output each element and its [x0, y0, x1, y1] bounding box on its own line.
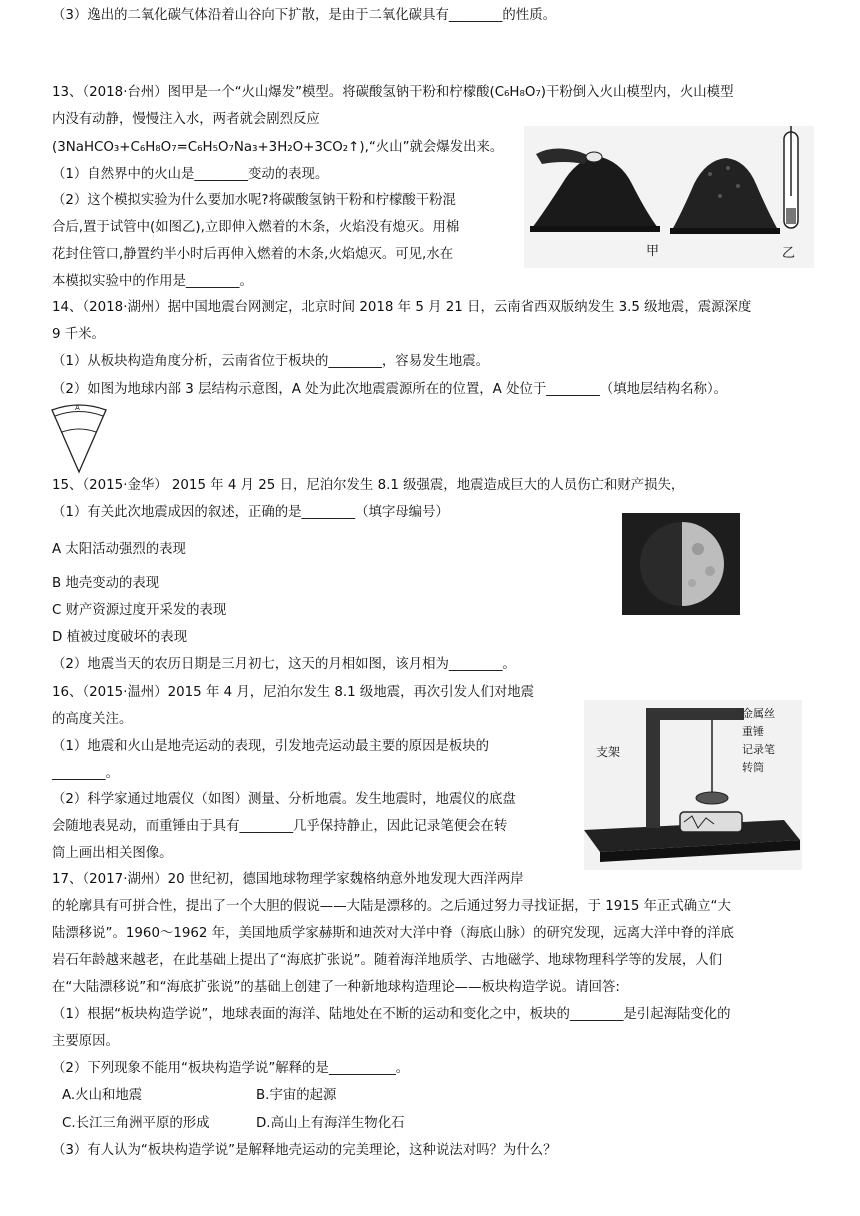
text-line: 在“大陆漂移说”和“海底扩张说”的基础上创建了一种新地球构造理论——板块构造学说。请回答:	[52, 980, 620, 995]
option-d: D 植被过度破坏的表现	[52, 630, 188, 645]
label-wire: 金属丝	[742, 707, 775, 720]
figure-label-a: A	[75, 404, 80, 412]
text-line: 9 千米。	[52, 327, 105, 342]
question-17-title: 17、（2017·湖州）20 世纪初，德国地球物理学家魏格纳意外地发现大西洋两岸	[52, 872, 524, 887]
reaction-equation: (3NaHCO₃+C₆H₈O₇=C₆H₅O₇Na₃+3H₂O+3CO₂↑),“火山”就会爆发出来。	[52, 140, 504, 155]
figure-label-jia: 甲	[646, 244, 660, 259]
text-line: 主要原因。	[52, 1034, 119, 1049]
label-weight: 重锤	[742, 725, 764, 738]
text-line: 岩石年龄越来越老，在此基础上提出了“海底扩张说”。随着海洋地质学、古地磁学、地球物理科学等的发展，人们	[52, 953, 723, 968]
option-b: B 地壳变动的表现	[52, 576, 160, 591]
text-line: （1）有关此次地震成因的叙述，正确的是________（填字母编号）	[52, 505, 449, 520]
text-line: （3）有人认为“板块构造学说”是解释地壳运动的完美理论，这种说法对吗？为什么？	[52, 1143, 557, 1158]
text-line: （3）逸出的二氧化碳气体沿着山谷向下扩散，是由于二氧化碳具有________的性质。	[52, 8, 556, 23]
moon-phase-figure	[622, 513, 740, 615]
volcano-model-figure	[524, 126, 814, 268]
option-c: C 财产资源过度开采发的表现	[52, 603, 227, 618]
text-line: 筒上画出相关图像。	[52, 846, 173, 861]
text-line: （2）如图为地球内部 3 层结构示意图，A 处为此次地震震源所在的位置，A 处位于________（填地层结构名称）。	[52, 382, 728, 397]
text-line: （2）这个模拟实验为什么要加水呢?将碳酸氢钠干粉和柠檬酸干粉混	[52, 193, 456, 208]
text-line: （2）地震当天的农历日期是三月初七，这天的月相如图，该月相为________。	[52, 657, 516, 672]
text-line: （1）自然界中的火山是________变动的表现。	[52, 167, 329, 182]
label-stand: 支架	[596, 745, 621, 759]
option-d: D.高山上有海洋生物化石	[256, 1116, 405, 1131]
text-line: 的高度关注。	[52, 712, 133, 727]
option-c: C.长江三角洲平原的形成	[62, 1116, 210, 1131]
text-line: 陆漂移说”。1960～1962 年，美国地质学家赫斯和迪茨对大洋中脊（海底山脉）的研究发现，远离大洋中脊的洋底	[52, 926, 734, 941]
option-a: A 太阳活动强烈的表现	[52, 542, 186, 557]
text-line: 内没有动静，慢慢注入水，两者就会剧烈反应	[52, 112, 320, 127]
text-line: （1）根据“板块构造学说”，地球表面的海洋、陆地处在不断的运动和变化之中，板块的________是引起海陆变化的	[52, 1007, 731, 1022]
text-line: 的轮廓具有可拼合性，提出了一个大胆的假说——大陆是漂移的。之后通过努力寻找证据，于 1915 年正式确立“大	[52, 899, 731, 914]
text-line: 会随地表晃动，而重锤由于具有________几乎保持静止，因此记录笔便会在转	[52, 819, 508, 834]
text-line: ________。	[52, 766, 119, 781]
seismograph-figure	[584, 700, 802, 870]
question-13-title: 13、（2018·台州）图甲是一个“火山爆发”模型。将碳酸氢钠干粉和柠檬酸(C₆H₈O₇)干粉倒入火山模型内，火山模型	[52, 85, 734, 100]
text-line: 本模拟实验中的作用是________。	[52, 274, 253, 289]
text-line: 合后,置于试管中(如图乙),立即伸入燃着的木条，火焰没有熄灭。用棉	[52, 220, 460, 235]
option-a: A.火山和地震	[62, 1088, 143, 1103]
question-14-title: 14、（2018·湖州）据中国地震台网测定，北京时间 2018 年 5 月 21 日，云南省西双版纳发生 3.5 级地震，震源深度	[52, 300, 752, 315]
text-line: （2）下列现象不能用“板块构造学说”解释的是__________。	[52, 1061, 410, 1076]
question-15-title: 15、（2015·金华） 2015 年 4 月 25 日，尼泊尔发生 8.1 级强震，地震造成巨大的人员伤亡和财产损失，	[52, 478, 685, 493]
question-16-title: 16、（2015·温州）2015 年 4 月，尼泊尔发生 8.1 级地震，再次引发人们对地震	[52, 685, 535, 700]
text-line: 花封住管口,静置约半小时后再伸入燃着的木条,火焰熄灭。可见,水在	[52, 247, 454, 262]
label-drum: 转筒	[742, 761, 764, 774]
option-b: B.宇宙的起源	[256, 1088, 337, 1103]
label-pen: 记录笔	[742, 743, 775, 756]
text-line: （1）从板块构造角度分析，云南省位于板块的________，容易发生地震。	[52, 354, 490, 369]
earth-structure-figure	[50, 402, 108, 474]
text-line: （2）科学家通过地震仪（如图）测量、分析地震。发生地震时，地震仪的底盘	[52, 792, 516, 807]
text-line: （1）地震和火山是地壳运动的表现，引发地壳运动最主要的原因是板块的	[52, 739, 490, 754]
figure-label-yi: 乙	[782, 246, 796, 261]
